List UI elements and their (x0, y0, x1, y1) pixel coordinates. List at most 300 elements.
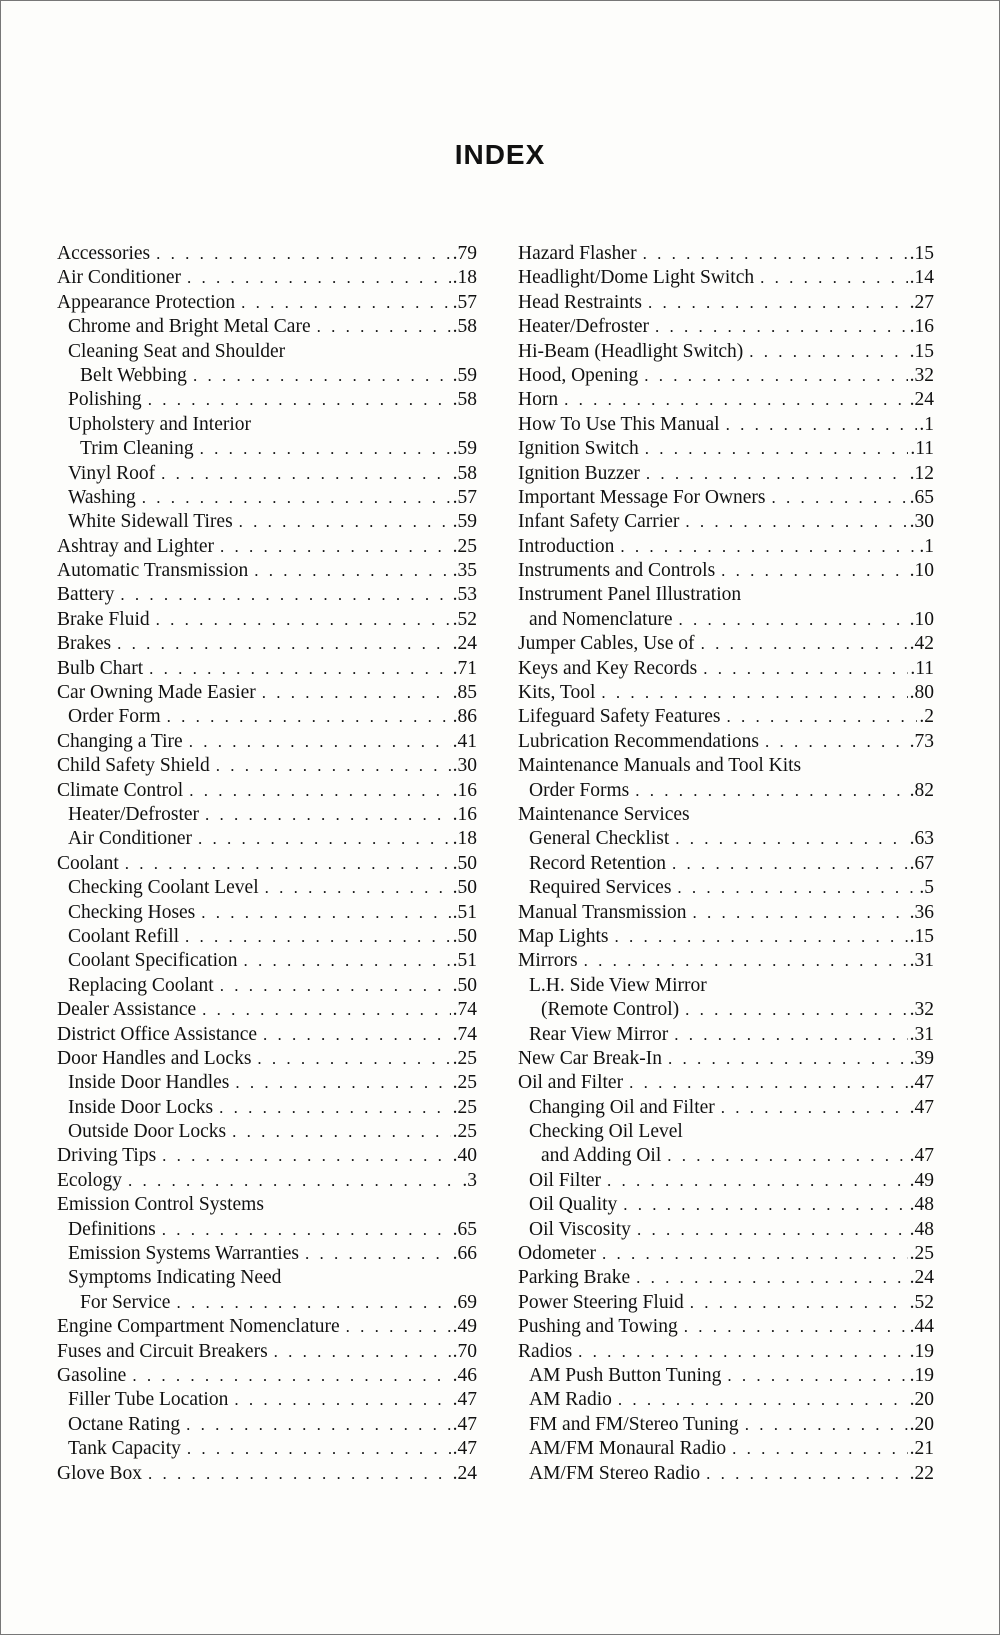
index-entry (57, 315, 477, 339)
dot-leader (262, 681, 451, 705)
index-entry-page: .47 (452, 1438, 477, 1460)
dot-leader (690, 1291, 908, 1315)
dot-leader (727, 705, 918, 729)
index-entry (57, 974, 477, 998)
index-entry (57, 1242, 477, 1266)
index-entry-label: and Adding Oil (541, 1145, 662, 1167)
index-entry-page: .44 (909, 1316, 934, 1338)
index-entry-page: .3 (462, 1169, 477, 1191)
index-entry (57, 1071, 477, 1095)
dot-leader (125, 852, 451, 876)
dot-leader (607, 1169, 908, 1193)
dot-leader (305, 1242, 451, 1266)
index-entry (518, 364, 934, 388)
index-entry (57, 681, 477, 705)
index-entry-page: .15 (909, 925, 934, 947)
index-entry-page: .46 (452, 1364, 477, 1386)
index-entry-label: Door Handles and Locks (57, 1047, 252, 1069)
index-entry (518, 1071, 934, 1095)
index-entry-label: Changing Oil and Filter (529, 1096, 715, 1118)
index-entry-page: .32 (909, 999, 934, 1021)
index-entry (57, 901, 477, 925)
index-entry-page: .48 (909, 1218, 934, 1240)
index-entry-page: .48 (909, 1194, 934, 1216)
dot-leader (637, 1218, 908, 1242)
dot-leader (760, 266, 907, 290)
dot-leader (161, 462, 451, 486)
index-entry (518, 291, 934, 315)
dot-leader (156, 608, 451, 632)
index-entry-page: .80 (909, 682, 934, 704)
dot-leader (685, 510, 907, 534)
index-entry (518, 388, 934, 412)
index-entry-page: .31 (909, 950, 934, 972)
index-entry-page: .16 (452, 779, 477, 801)
index-entry-page: .39 (909, 1047, 934, 1069)
index-entry-page: .25 (452, 535, 477, 557)
dot-leader (265, 876, 451, 900)
index-entry-page: .51 (452, 950, 477, 972)
index-entry-page: .30 (909, 511, 934, 533)
index-entry-page: .10 (909, 560, 934, 582)
index-entry (57, 876, 477, 900)
index-entry (518, 462, 934, 486)
index-entry-page: .47 (909, 1072, 934, 1094)
index-entry-label: Checking Coolant Level (68, 877, 259, 899)
index-entry-page: .59 (452, 364, 477, 386)
index-entry-label: Octane Rating (68, 1413, 181, 1435)
index-entry-page: .47 (909, 1096, 934, 1118)
index-entry (57, 1291, 477, 1315)
index-entry (518, 1169, 934, 1193)
index-entry-page: .20 (909, 1389, 934, 1411)
dot-leader (678, 608, 907, 632)
index-entry-page: .86 (452, 706, 477, 728)
dot-leader (677, 876, 917, 900)
index-entry (57, 1120, 477, 1144)
index-entry-page: .47 (452, 1389, 477, 1411)
index-entry-label: Lifeguard Safety Features (518, 706, 721, 728)
dot-leader (244, 949, 451, 973)
index-entry (518, 632, 934, 656)
index-entry (518, 876, 934, 900)
index-entry-label: Oil and Filter (518, 1072, 624, 1094)
dot-leader (706, 1462, 907, 1486)
dot-leader (646, 462, 908, 486)
index-entry-page: .47 (909, 1145, 934, 1167)
index-entry (57, 340, 477, 364)
index-entry-label: Dealer Assistance (57, 999, 197, 1021)
index-entry (518, 925, 934, 949)
index-entry (57, 1437, 477, 1461)
index-entry-label: Map Lights (518, 925, 609, 947)
index-entry-label: Headlight/Dome Light Switch (518, 267, 755, 289)
index-entry (518, 559, 934, 583)
index-entry (57, 803, 477, 827)
index-entry-page: .73 (909, 730, 934, 752)
dot-leader (234, 1388, 450, 1412)
index-entry-label: Belt Webbing (80, 364, 187, 386)
index-entry (57, 364, 477, 388)
index-entry (518, 754, 934, 778)
index-entry (57, 705, 477, 729)
dot-leader (629, 1071, 908, 1095)
index-entry-page: .85 (452, 682, 477, 704)
dot-leader (701, 632, 908, 656)
dot-leader (187, 266, 451, 290)
index-entry (518, 1462, 934, 1486)
index-entry-label: Replacing Coolant (68, 974, 214, 996)
index-entry-label: Fuses and Circuit Breakers (57, 1340, 268, 1362)
index-entry-label: Hood, Opening (518, 364, 639, 386)
index-entry-label: Important Message For Owners (518, 486, 766, 508)
index-entry (57, 657, 477, 681)
index-entry (57, 291, 477, 315)
dot-leader (254, 559, 450, 583)
index-entry-label: Parking Brake (518, 1267, 631, 1289)
index-entry-page: .58 (452, 389, 477, 411)
index-entry (518, 583, 934, 607)
dot-leader (198, 827, 451, 851)
dot-leader (601, 681, 907, 705)
dot-leader (156, 242, 450, 266)
dot-leader (635, 779, 907, 803)
index-entry-label: Symptoms Indicating Need (68, 1267, 282, 1289)
index-entry-label: and Nomenclature (529, 608, 673, 630)
dot-leader (618, 1388, 908, 1412)
index-entry-page: .66 (452, 1243, 477, 1265)
index-entry (518, 1242, 934, 1266)
index-entry-label: AM/FM Monaural Radio (529, 1438, 727, 1460)
dot-leader (241, 291, 450, 315)
index-entry-page: .31 (909, 1023, 934, 1045)
dot-leader (602, 1242, 908, 1266)
index-entry (57, 1462, 477, 1486)
index-entry-label: Oil Quality (529, 1194, 618, 1216)
index-entry-label: Lubrication Recommendations (518, 730, 759, 752)
index-entry-label: Emission Systems Warranties (68, 1243, 299, 1265)
index-entry-page: .49 (909, 1169, 934, 1191)
index-entry-label: Engine Compartment Nomenclature (57, 1316, 340, 1338)
index-entry (518, 266, 934, 290)
index-entry-page: .10 (909, 608, 934, 630)
index-entry-label: AM Radio (529, 1389, 612, 1411)
dot-leader (721, 559, 907, 583)
index-entry (57, 1023, 477, 1047)
index-entry-label: Changing a Tire (57, 730, 183, 752)
index-entry-label: Child Safety Shield (57, 755, 210, 777)
index-entry-page: .47 (452, 1413, 477, 1435)
index-entry-page: .11 (910, 657, 934, 679)
dot-leader (684, 1315, 908, 1339)
index-entry-label: Coolant Specification (68, 950, 238, 972)
index-entry (518, 1437, 934, 1461)
index-entry (57, 559, 477, 583)
index-entry-label: Infant Safety Carrier (518, 511, 680, 533)
dot-leader (235, 1071, 450, 1095)
index-entry-page: .12 (909, 462, 934, 484)
index-entry (518, 1340, 934, 1364)
index-entry-page: .49 (452, 1316, 477, 1338)
index-entry-label: Coolant (57, 852, 119, 874)
index-entry (518, 315, 934, 339)
index-entry (57, 852, 477, 876)
index-entry-page: .53 (452, 584, 477, 606)
index-entry-label: Chrome and Bright Metal Care (68, 316, 311, 338)
index-entry-page: .25 (452, 1072, 477, 1094)
dot-leader (765, 730, 908, 754)
index-entry-label: Horn (518, 389, 559, 411)
index-entry-page: .59 (452, 511, 477, 533)
index-entry (57, 1364, 477, 1388)
index-entry-page: .63 (909, 828, 934, 850)
index-entry-label: Oil Filter (529, 1169, 602, 1191)
index-entry-label: Kits, Tool (518, 682, 596, 704)
dot-leader (732, 1437, 907, 1461)
index-entry (57, 388, 477, 412)
dot-leader (726, 413, 918, 437)
dot-leader (185, 925, 451, 949)
index-entry (518, 413, 934, 437)
index-entry-label: Gasoline (57, 1364, 127, 1386)
index-entry-page: .30 (452, 755, 477, 777)
index-entry-page: .32 (909, 364, 934, 386)
index-entry (57, 583, 477, 607)
index-entry (57, 1266, 477, 1290)
index-entry (57, 730, 477, 754)
index-entry (57, 437, 477, 461)
index-entry-label: Glove Box (57, 1462, 143, 1484)
dot-leader (655, 315, 908, 339)
index-entry-label: Ecology (57, 1169, 122, 1191)
dot-leader (667, 1144, 907, 1168)
index-entry-label: Order Form (68, 706, 161, 728)
index-entry-label: How To Use This Manual (518, 413, 720, 435)
dot-leader (120, 583, 450, 607)
index-entry (57, 608, 477, 632)
index-entry-label: Checking Oil Level (529, 1121, 683, 1143)
dot-leader (749, 340, 907, 364)
index-entry (518, 901, 934, 925)
index-entry-page: .11 (910, 438, 934, 460)
index-entry-label: Polishing (68, 389, 142, 411)
index-entry-label: Mirrors (518, 950, 578, 972)
index-entry (518, 998, 934, 1022)
dot-leader (220, 974, 451, 998)
index-entry-page: .20 (909, 1413, 934, 1435)
index-entry-page: .82 (909, 779, 934, 801)
index-entry-label: Heater/Defroster (518, 316, 650, 338)
index-entry-page: .16 (452, 803, 477, 825)
dot-leader (564, 388, 908, 412)
index-entry (57, 486, 477, 510)
index-entry (57, 413, 477, 437)
index-entry-page: .22 (909, 1462, 934, 1484)
index-entry-label: Rear View Mirror (529, 1023, 669, 1045)
index-entry-page: .70 (452, 1340, 477, 1362)
index-entry-page: .15 (909, 340, 934, 362)
index-entry-page: .21 (909, 1438, 934, 1460)
index-entry (518, 974, 934, 998)
index-entry (518, 1413, 934, 1437)
index-entry (518, 608, 934, 632)
index-entry-page: .25 (909, 1243, 934, 1265)
index-entry-label: Accessories (57, 243, 151, 264)
index-entry-label: New Car Break-In (518, 1047, 663, 1069)
index-entry (57, 754, 477, 778)
dot-leader (216, 754, 451, 778)
dot-leader (162, 1144, 450, 1168)
index-entry-page: .36 (909, 901, 934, 923)
index-entry-label: AM Push Button Tuning (529, 1364, 722, 1386)
index-entry (57, 1218, 477, 1242)
index-entry-label: Order Forms (529, 779, 630, 801)
index-entry (57, 1169, 477, 1193)
dot-leader (202, 998, 450, 1022)
index-entry (518, 949, 934, 973)
index-entry-label: (Remote Control) (541, 999, 680, 1021)
index-entry-page: .25 (452, 1121, 477, 1143)
index-entry-label: Checking Hoses (68, 901, 196, 923)
index-entry (518, 1120, 934, 1144)
index-entry (57, 998, 477, 1022)
index-entry-page: .65 (909, 486, 934, 508)
dot-leader (128, 1169, 460, 1193)
dot-leader (644, 364, 907, 388)
index-entry-page: .69 (452, 1291, 477, 1313)
dot-leader (643, 242, 908, 266)
index-entry-label: Washing (68, 486, 136, 508)
index-entry-page: .65 (452, 1218, 477, 1240)
index-entry-label: Manual Transmission (518, 901, 687, 923)
index-entry (57, 1144, 477, 1168)
index-entry-page: .19 (909, 1340, 934, 1362)
index-entry-page: .1 (919, 413, 934, 435)
dot-leader (692, 901, 907, 925)
dot-leader (232, 1120, 450, 1144)
index-entry-page: .59 (452, 438, 477, 460)
index-entry-label: Driving Tips (57, 1145, 157, 1167)
index-entry-page: .50 (452, 852, 477, 874)
index-entry (57, 1340, 477, 1364)
index-left-column (57, 242, 477, 1486)
index-entry (518, 1291, 934, 1315)
index-entry-label: Automatic Transmission (57, 560, 249, 582)
page-title: INDEX (454, 139, 546, 170)
index-entry-label: Oil Viscosity (529, 1218, 631, 1240)
index-entry-page: .5 (919, 877, 934, 899)
dot-leader (672, 852, 908, 876)
index-entry-label: Instrument Panel Illustration (518, 584, 742, 606)
dot-leader (149, 657, 451, 681)
index-entry-label: Air Conditioner (68, 828, 193, 850)
index-entry-label: Instruments and Controls (518, 560, 716, 582)
index-entry-page: .24 (909, 389, 934, 411)
dot-leader (674, 1023, 907, 1047)
index-entry-page: .25 (452, 1047, 477, 1069)
index-right-column (518, 242, 934, 1486)
index-entry (518, 827, 934, 851)
index-entry (518, 657, 934, 681)
index-entry (518, 486, 934, 510)
index-entry-page: .52 (452, 608, 477, 630)
index-entry-page: .1 (919, 535, 934, 557)
index-entry-page: .24 (909, 1267, 934, 1289)
index-entry-page: .27 (909, 291, 934, 313)
index-entry-label: Trim Cleaning (80, 438, 194, 460)
dot-leader (648, 291, 908, 315)
dot-leader (685, 998, 908, 1022)
index-entry-label: Keys and Key Records (518, 657, 698, 679)
index-entry (518, 803, 934, 827)
dot-leader (148, 388, 451, 412)
index-entry-label: Heater/Defroster (68, 803, 200, 825)
dot-leader (703, 657, 908, 681)
index-entry (57, 632, 477, 656)
index-entry-page: .41 (452, 730, 477, 752)
index-entry (518, 437, 934, 461)
index-entry (518, 1364, 934, 1388)
dot-leader (584, 949, 908, 973)
dot-leader (142, 486, 451, 510)
dot-leader (187, 1437, 451, 1461)
dot-leader (220, 535, 451, 559)
index-entry (518, 730, 934, 754)
index-entry-page: .35 (452, 560, 477, 582)
index-entry-page: .50 (452, 877, 477, 899)
index-entry (57, 1096, 477, 1120)
index-entry-page: .24 (452, 633, 477, 655)
index-entry (518, 1218, 934, 1242)
index-entry (57, 827, 477, 851)
dot-leader (745, 1413, 908, 1437)
dot-leader (205, 803, 451, 827)
index-entry-label: Air Conditioner (57, 267, 182, 289)
index-entry (57, 1413, 477, 1437)
index-entry-label: AM/FM Stereo Radio (529, 1462, 701, 1484)
index-entry-page: .58 (452, 462, 477, 484)
index-entry (57, 925, 477, 949)
dot-leader (614, 925, 907, 949)
index-entry-page: .57 (452, 291, 477, 313)
index-entry-label: Introduction (518, 535, 615, 557)
dot-leader (263, 1023, 451, 1047)
index-entry-page: .51 (452, 901, 477, 923)
index-entry (57, 510, 477, 534)
dot-leader (645, 437, 909, 461)
index-entry-label: Record Retention (529, 852, 667, 874)
dot-leader (727, 1364, 907, 1388)
index-entry-label: Odometer (518, 1243, 596, 1265)
dot-leader (148, 1462, 451, 1486)
index-entry (518, 705, 934, 729)
index-entry (57, 1315, 477, 1339)
index-entry (518, 1096, 934, 1120)
index-entry-page: .19 (909, 1364, 934, 1386)
index-entry (518, 852, 934, 876)
index-entry-page: .15 (909, 243, 934, 264)
index-entry (57, 949, 477, 973)
index-entry-label: Head Restraints (518, 291, 643, 313)
index-entry (518, 1023, 934, 1047)
index-entry-page: .42 (909, 633, 934, 655)
index-entry-label: Filler Tube Location (68, 1389, 229, 1411)
index-entry-label: Emission Control Systems (57, 1194, 264, 1216)
dot-leader (623, 1193, 907, 1217)
index-entry (57, 266, 477, 290)
index-entry (518, 510, 934, 534)
dot-leader (675, 827, 907, 851)
